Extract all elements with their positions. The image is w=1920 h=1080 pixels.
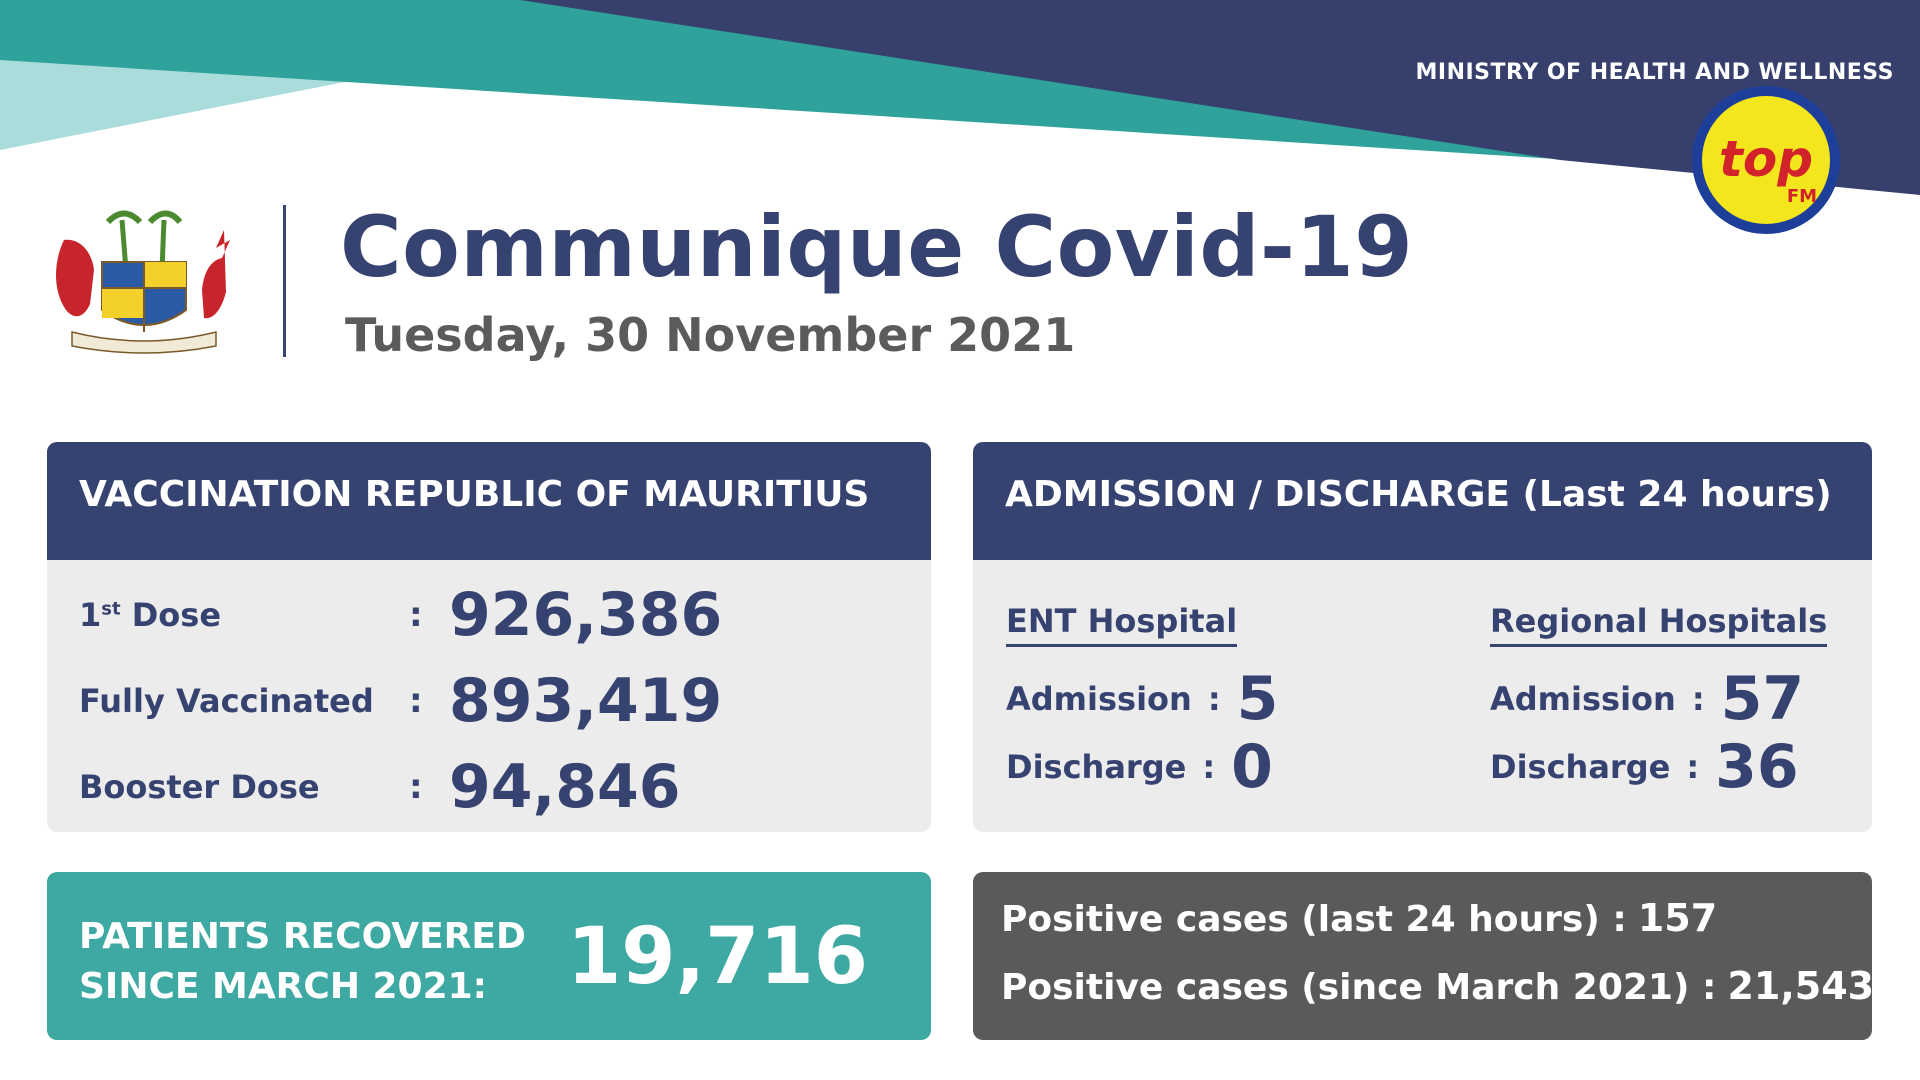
report-date: Tuesday, 30 November 2021 xyxy=(345,308,1076,362)
booster-dose-value: 94,846 xyxy=(449,752,681,822)
patients-recovered-value: 19,716 xyxy=(567,912,868,1002)
regional-admission-value: 57 xyxy=(1720,664,1805,734)
first-dose-number: 1 xyxy=(79,596,102,634)
positive-24h-label: Positive cases (last 24 hours) : xyxy=(1001,899,1627,940)
booster-dose-colon: : xyxy=(409,767,423,807)
ent-discharge-value: 0 xyxy=(1231,732,1273,802)
regional-discharge-row xyxy=(1490,732,1799,802)
positive-since-march-value: 21,543 xyxy=(1727,964,1875,1008)
fully-vaccinated-colon: : xyxy=(409,681,423,721)
booster-dose-row xyxy=(79,752,681,822)
fully-vaccinated-value: 893,419 xyxy=(449,666,723,736)
ent-admission-colon: : xyxy=(1207,680,1221,718)
patients-recovered-line2: SINCE MARCH 2021: xyxy=(79,966,488,1007)
admission-heading: ADMISSION / DISCHARGE (Last 24 hours) xyxy=(973,442,1872,560)
patients-recovered-box xyxy=(47,872,931,1040)
ent-admission-row xyxy=(1006,664,1278,734)
regional-discharge-colon: : xyxy=(1686,748,1700,786)
regional-hospitals-title: Regional Hospitals xyxy=(1490,602,1827,647)
admission-discharge-panel xyxy=(973,442,1872,832)
ent-admission-label: Admission xyxy=(1006,680,1192,718)
ministry-name: MINISTRY OF HEALTH AND WELLNESS xyxy=(1415,60,1894,85)
regional-discharge-label: Discharge xyxy=(1490,748,1671,786)
ent-discharge-label: Discharge xyxy=(1006,748,1187,786)
ent-hospital-title: ENT Hospital xyxy=(1006,602,1237,647)
positive-24h-value: 157 xyxy=(1637,896,1718,940)
first-dose-colon: : xyxy=(409,595,423,635)
vaccination-heading: VACCINATION REPUBLIC OF MAURITIUS xyxy=(47,442,931,560)
patients-recovered-label xyxy=(79,912,526,1012)
regional-discharge-value: 36 xyxy=(1715,732,1799,802)
patients-recovered-line1: PATIENTS RECOVERED xyxy=(79,916,526,957)
positive-cases-box xyxy=(973,872,1875,1040)
first-dose-word: Dose xyxy=(120,596,222,634)
booster-dose-label: Booster Dose xyxy=(79,768,320,806)
regional-admission-row xyxy=(1490,664,1804,734)
first-dose-label xyxy=(79,596,409,634)
header-banner-shapes xyxy=(0,0,1920,200)
fully-vaccinated-row xyxy=(79,666,722,736)
first-dose-value: 926,386 xyxy=(449,580,723,650)
ent-admission-value: 5 xyxy=(1236,664,1279,734)
page-title: Communique Covid-19 xyxy=(340,198,1414,296)
header-divider xyxy=(283,205,286,357)
vaccination-panel xyxy=(47,442,931,832)
first-dose-row xyxy=(79,580,722,650)
first-dose-superscript: st xyxy=(101,598,121,620)
logo-subtext: FM xyxy=(1786,186,1818,207)
logo-text: top xyxy=(1718,130,1814,188)
positive-since-march-row xyxy=(1001,964,1874,1008)
ent-discharge-row xyxy=(1006,732,1273,802)
coat-of-arms-icon xyxy=(44,200,244,360)
fully-vaccinated-label: Fully Vaccinated xyxy=(79,682,374,720)
ent-discharge-colon: : xyxy=(1202,748,1216,786)
positive-24h-row xyxy=(1001,896,1717,940)
positive-since-march-label: Positive cases (since March 2021) : xyxy=(1001,967,1717,1008)
top-fm-logo xyxy=(1690,84,1842,236)
regional-admission-label: Admission xyxy=(1490,680,1676,718)
regional-admission-colon: : xyxy=(1691,680,1705,718)
